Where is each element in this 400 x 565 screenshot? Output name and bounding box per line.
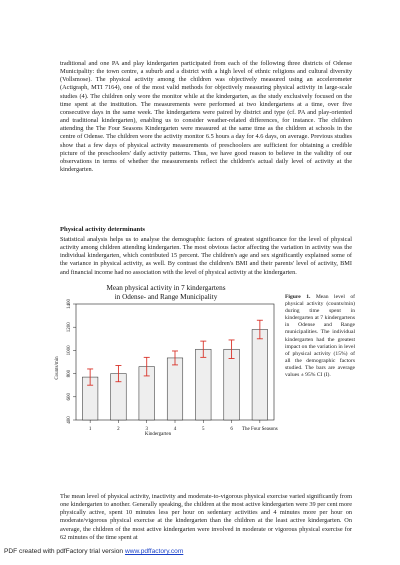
caption-text: Mean level of physical activity (counts/min) during time spent in kindergarten at 7 kindergartens in Odense and Range municipalities. The individual kindergarten had the greatest impact on the variation in level of physical activity (15%) of all the demographic factors studied. The bars are average values ± 95% CI (I). <box>285 294 355 379</box>
x-tick-label: 4 <box>173 427 177 432</box>
chart-title: Mean physical activity in 7 kindergartens <box>106 284 226 292</box>
y-tick-label: 1000 <box>67 345 72 356</box>
y-tick-label: 1400 <box>67 299 72 309</box>
x-tick-label: 3 <box>145 427 148 432</box>
y-tick-label: 1200 <box>67 322 72 333</box>
paragraph-determinants: Statistical analysis helps us to analyse the demographic factors of greatest significance for the level of physical activity among children attending kindergarten. The most obvious factor affecting the variation in activity was the individual kindergarten, which contributed 15 percent. The children's age and sex significantly explained some of the variance in physical activity, as well. By contrast the children's BMI and their parents' level of activity, BMI and financial income had no association with the level of physical activity at the kindergarten. <box>60 236 352 276</box>
bar <box>252 330 268 420</box>
pdf-footer <box>4 548 183 555</box>
x-axis-label: Kindergarten <box>144 432 172 436</box>
footer-link[interactable]: www.pdffactory.com <box>124 548 184 555</box>
x-tick-label: 1 <box>88 427 92 432</box>
paragraph-method: traditional and one PA and play kindergarten participated from each of the following three districts of Odense Municipality: the town centre, a suburb and a district with a high level of ethnic religions and cultural diversity (Vollsmose). The physical activity among the children was objectively measured using an accelerometer (Actigraph, MTI 7164), one of the most valid methods for objectively measuring physical activity in large-scale studies (4). The children only wore the monitor while at the kindergarten, as the study exclusively focused on the time spent at the institution. The measurements were performed at two kindergartens at a time, over five consecutive days in the same week. The kindergartens were paired by district and type (cf. PA and play-oriented and traditional kindergarten), enabling us to consider weather-related differences, for instance. The children attending the The Four Seasons Kindergarten were measured at the same time as the children at schools in the centre of Odense. The children wore the activity monitor 6.5 hours a day for 4.6 days, on average. Previous studies show that a few days of physical activity measurements of preschoolers are sufficient for obtaining a credible picture of the preschoolers' daily activity patterns. Thus, we have good reason to believe in the validity of our observations in terms of whether the measurements reflect the children's actual daily level of activity at the kindergarten. <box>60 60 352 174</box>
y-axis-label: Counts/min <box>55 356 60 380</box>
bar <box>224 349 240 420</box>
activity-bar-chart <box>48 276 278 436</box>
paragraph-results: The mean level of physical activity, inactivity and moderate-to-vigorous physical exercise varied significantly from one kindergarten to another. Generally speaking, the children at the most active kindergarten were 39 per cent more physically active, spent 10 minutes less per hour on sedentary activities and 4 minutes more per hour on moderate/vigorous physical exercise at the kindergarten than the children at the least active kindergarten. On average, the children of the most active kindergarten were involved in moderate or vigorous physical exercise for 62 minutes of the time spent at <box>60 493 352 541</box>
x-tick-label: 5 <box>202 427 205 432</box>
bar <box>167 358 183 420</box>
footer-text: PDF created with pdfFactory trial version <box>4 548 125 555</box>
y-tick-label: 600 <box>67 393 72 401</box>
x-tick-label: 6 <box>230 427 233 432</box>
x-tick-label: The Four Seasons <box>241 427 278 432</box>
section-heading: Physical activity determinants <box>60 226 145 233</box>
caption-label: Figure 1. <box>285 294 311 300</box>
y-tick-label: 800 <box>67 369 72 378</box>
figure-caption <box>285 294 355 379</box>
x-tick-label: 2 <box>117 427 120 432</box>
chart-subtitle: in Odense- and Range Municipality <box>114 293 218 301</box>
bar <box>196 349 212 420</box>
y-tick-label: 400 <box>67 416 72 424</box>
